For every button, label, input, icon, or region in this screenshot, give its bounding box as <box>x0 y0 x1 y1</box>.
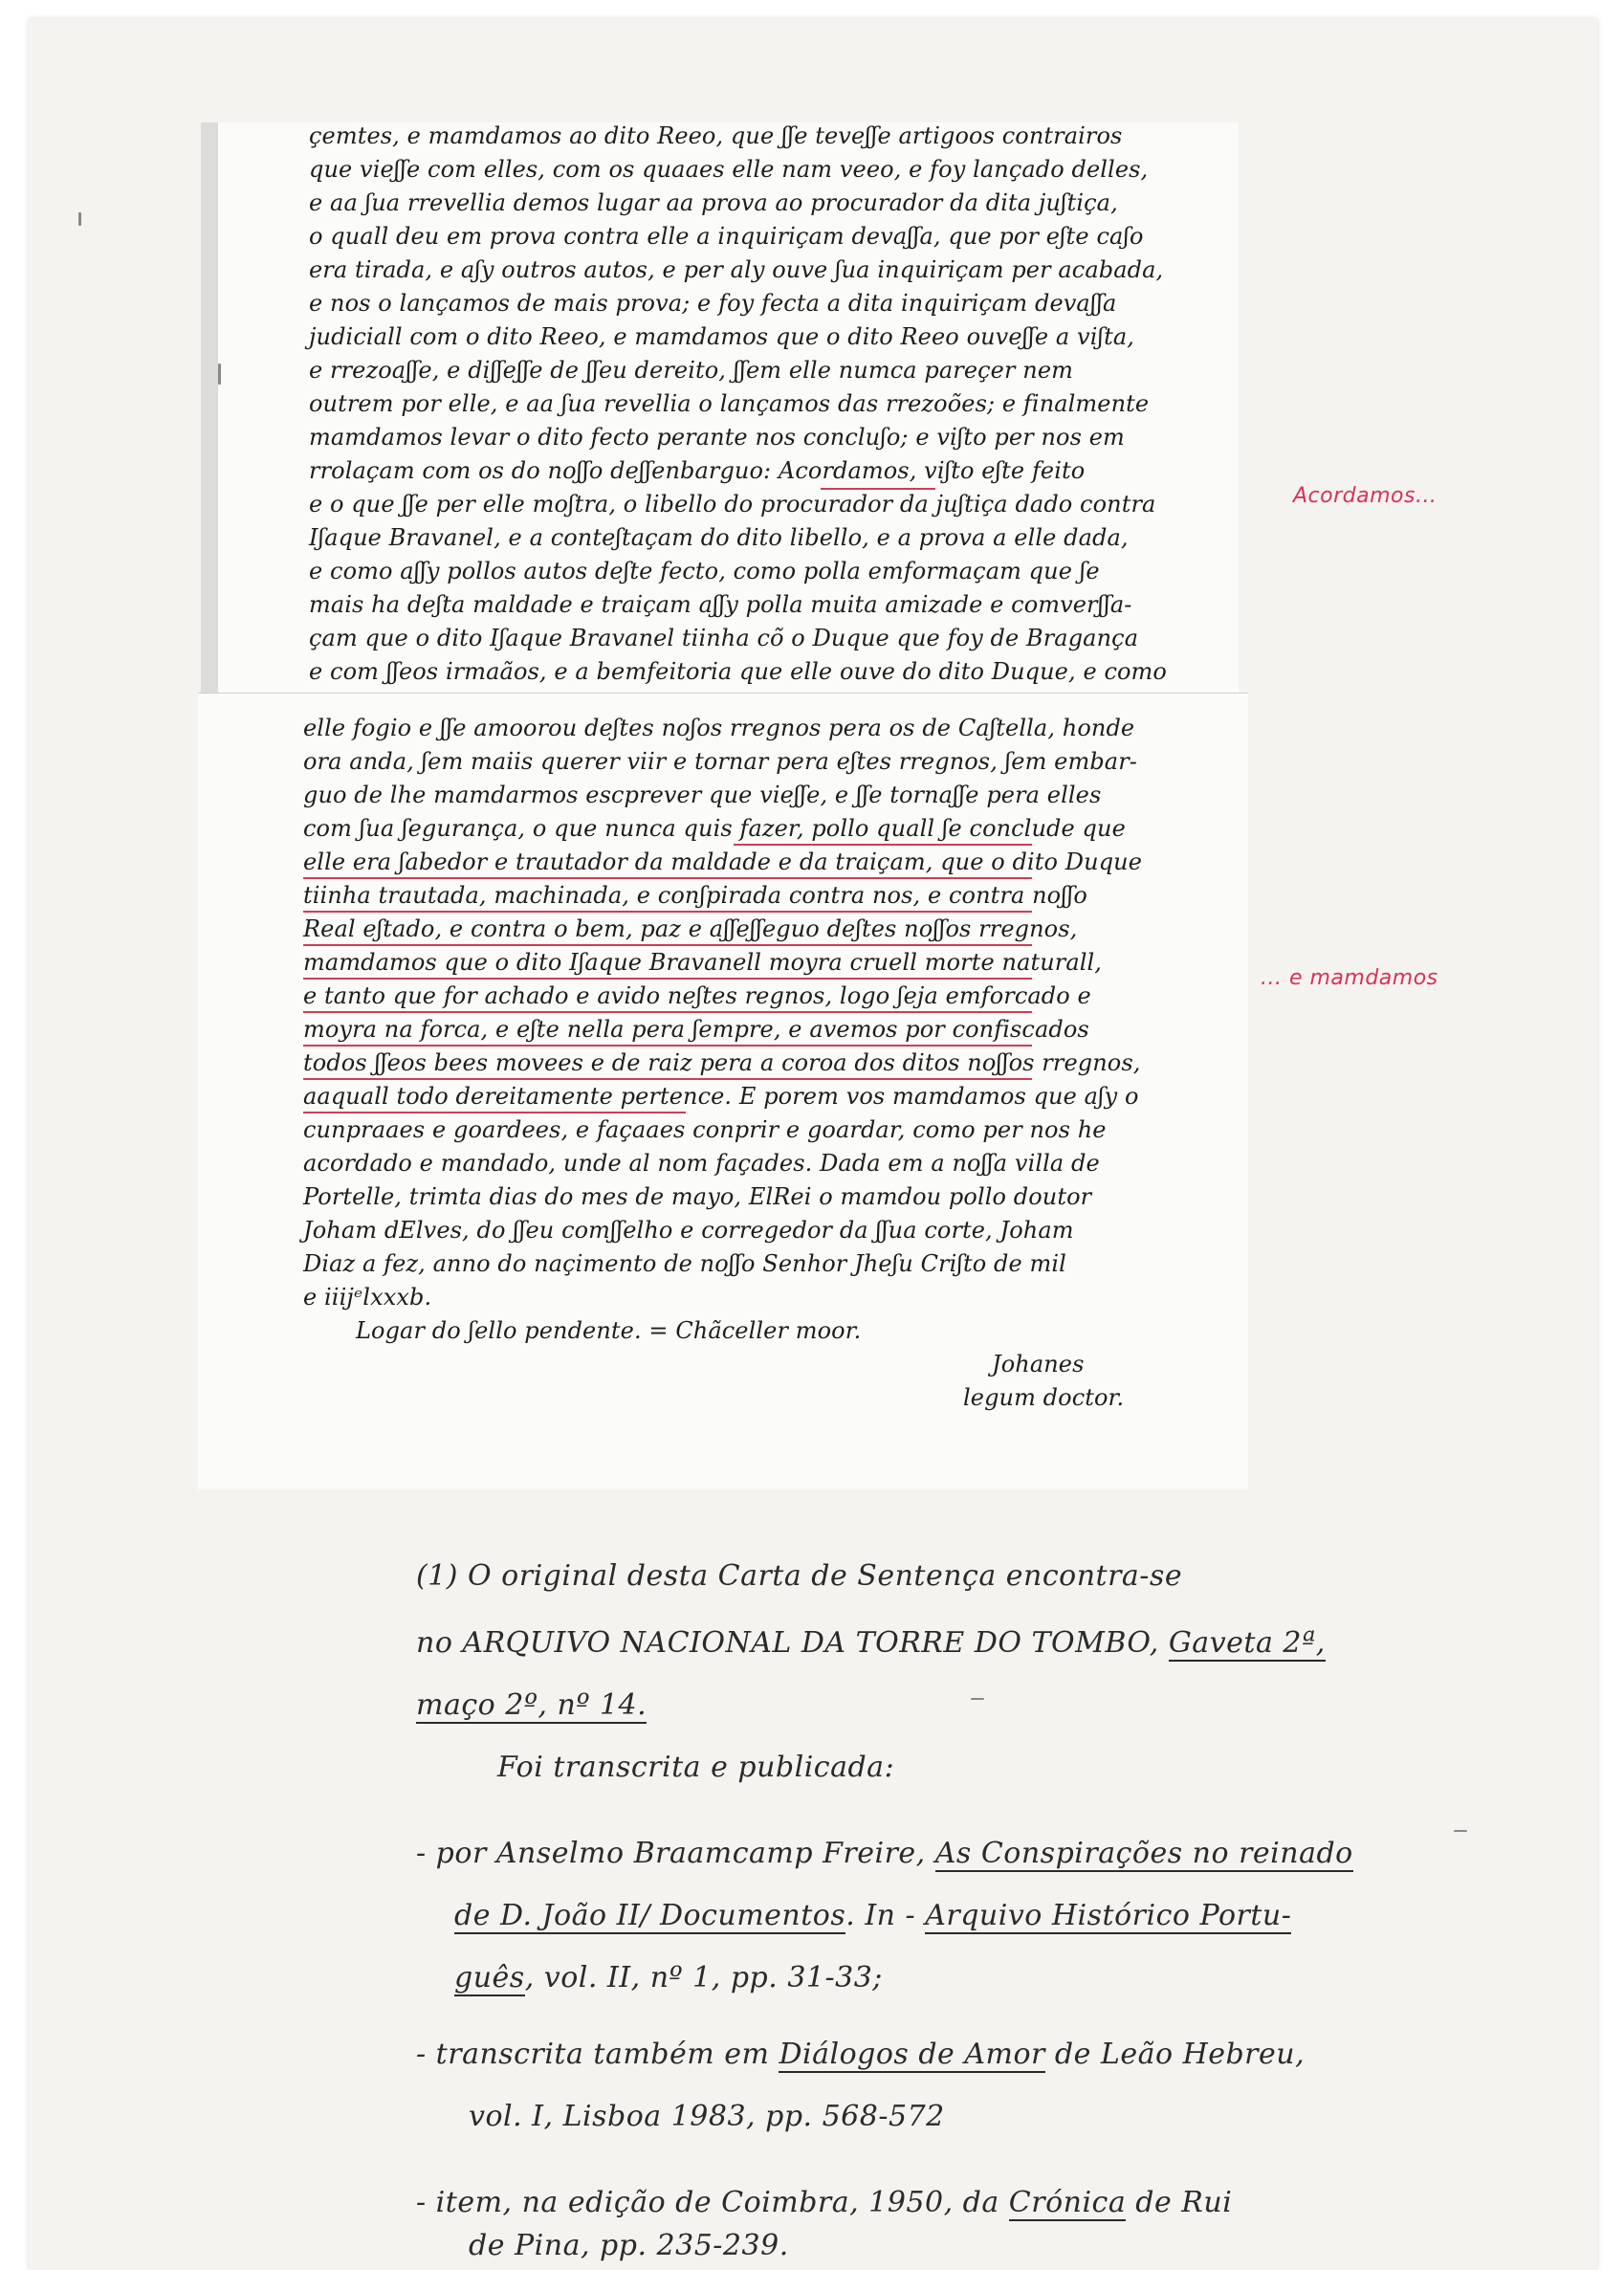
text-line: acordado e mandado, unde al nom façades. Dada em a noʃʃa villa de <box>303 1150 1100 1177</box>
red-underline <box>821 488 935 490</box>
text-line: e nos o lançamos de mais prova; e foy fecta a dita inquiriçam devaʃʃa <box>309 290 1117 317</box>
handwritten-segment: - item, na edição de Coimbra, 1950, da <box>416 2186 1009 2219</box>
typed-excerpt-part2 <box>198 694 1248 1489</box>
text-line: çam que o dito Iʃaque Bravanel tiinha cõ o Duque que foy de Bragança <box>309 625 1139 651</box>
handwritten-segment: de Rui <box>1126 2186 1233 2219</box>
red-underline <box>303 877 1032 879</box>
text-line: era tirada, e aʃy outros autos, e per aly ouve ʃua inquiriçam per acabada, <box>309 256 1164 283</box>
seal-line: Logar do ʃello pendente. = Chãceller moor. <box>356 1317 862 1344</box>
text-line: Real eʃtado, e contra o bem, paz e aʃʃeʃʃeguo deʃtes noʃʃos rregnos, <box>303 915 1078 942</box>
red-underline <box>303 911 1032 913</box>
red-underline <box>303 1011 1032 1013</box>
red-underline <box>734 844 1032 846</box>
handwritten-segment: , vol. II, nº 1, pp. 31-33; <box>524 1961 883 1995</box>
text-line: elle era ʃabedor e trautador da maldade e da traiçam, que o dito Duque <box>303 848 1143 875</box>
text-line: tiinha trautada, machinada, e conʃpirada contra nos, e contra noʃʃo <box>303 882 1087 909</box>
text-line: e aa ʃua rrevellia demos lugar aa prova ao procurador da dita juʃtiça, <box>309 189 1118 216</box>
text-line: o quall deu em prova contra elle a inquiriçam devaʃʃa, que por eʃte caʃo <box>309 223 1144 250</box>
text-line: cunpraaes e goardees, e façaaes conprir e goardar, como per nos he <box>303 1116 1107 1143</box>
text-line: outrem por elle, e aa ʃua revellia o lançamos das rrezoões; e finalmente <box>309 390 1150 417</box>
text-line: guo de lhe mamdarmos escprever que vieʃʃe, e ʃʃe tornaʃʃe pera elles <box>303 782 1102 808</box>
red-underline <box>303 1078 1032 1080</box>
handwritten-line <box>416 2038 1305 2071</box>
handwritten-segment: . In - <box>845 1899 926 1932</box>
text-line: que vieʃʃe com elles, com os quaaes elle nam veeo, e foy lançado delles, <box>309 156 1149 183</box>
handwritten-line: de Pina, pp. 235-239. <box>469 2229 789 2262</box>
text-line: Portelle, trimta dias do mes de mayo, ElRei o mamdou pollo doutor <box>303 1183 1092 1210</box>
red-underline <box>303 978 1032 980</box>
text-line: Iʃaque Bravanel, e a conteʃtaçam do dito libello, e a prova a elle dada, <box>309 524 1129 551</box>
handwritten-underlined: guês <box>454 1961 525 1995</box>
signature-name: Johanes <box>992 1351 1085 1377</box>
handwritten-line <box>454 1899 1291 1932</box>
handwritten-line: vol. I, Lisboa 1983, pp. 568-572 <box>469 2100 945 2133</box>
handwritten-line: Foi transcrita e publicada: <box>497 1751 895 1784</box>
handwritten-line <box>416 1837 1353 1870</box>
handwritten-line <box>416 2186 1232 2219</box>
handwritten-segment: - transcrita também em <box>416 2038 779 2071</box>
text-line: mamdamos levar o dito fecto perante nos concluʃo; e viʃto per nos em <box>309 424 1125 451</box>
margin-note-mamdamos: ... e mamdamos <box>1261 966 1438 990</box>
handwritten-underlined: Diálogos de Amor <box>779 2038 1045 2071</box>
handwritten-underlined: Arquivo Histórico Portu- <box>925 1899 1292 1932</box>
scan-mark <box>218 364 221 385</box>
text-line: todos ʃʃeos bees movees e de raiz pera a coroa dos ditos noʃʃos rregnos, <box>303 1049 1141 1076</box>
handwritten-line <box>416 1626 1326 1660</box>
text-line: judiciall com o dito Reeo, e mamdamos que o dito Reeo ouveʃʃe a viʃta, <box>309 323 1134 350</box>
text-line: e com ʃʃeos irmaãos, e a bemfeitoria que elle ouve do dito Duque, e como <box>309 658 1167 685</box>
text-line: moyra na forca, e eʃte nella pera ʃempre, e avemos por confiscados <box>303 1016 1089 1043</box>
red-underline <box>303 1045 1032 1047</box>
handwritten-line <box>416 1688 647 1722</box>
text-line: com ʃua ʃegurança, o que nunca quis fazer, pollo quall ʃe conclude que <box>303 815 1126 842</box>
margin-note-acordamos: Acordamos... <box>1293 484 1437 508</box>
handwritten-line: (1) O original desta Carta de Sentença encontra-se <box>416 1559 1183 1593</box>
handwritten-underlined: Gaveta 2ª, <box>1168 1626 1326 1660</box>
text-line: mais ha deʃta maldade e traiçam aʃʃy polla muita amizade e comverʃʃa- <box>309 591 1132 618</box>
handwritten-underlined: maço 2º, nº 14. <box>416 1688 647 1722</box>
text-line: e o que ʃʃe per elle moʃtra, o libello do procurador da juʃtiça dado contra <box>309 491 1156 518</box>
text-line: mamdamos que o dito Iʃaque Bravanell moyra cruell morte naturall, <box>303 949 1103 976</box>
typed-excerpt-part1 <box>201 122 1239 694</box>
text-line: elle fogio e ʃʃe amoorou deʃtes noʃos rregnos pera os de Caʃtella, honde <box>303 715 1135 741</box>
text-line: e como aʃʃy pollos autos deʃte fecto, como polla emformaçam que ʃe <box>309 558 1100 584</box>
handwritten-segment: - por Anselmo Braamcamp Freire, <box>416 1837 935 1870</box>
text-line: aaquall todo dereitamente pertence. E porem vos mamdamos que aʃy o <box>303 1083 1139 1110</box>
handwritten-line <box>454 1961 883 1995</box>
handwritten-segment: de Leão Hebreu, <box>1044 2038 1306 2071</box>
signature-title: legum doctor. <box>963 1384 1125 1411</box>
handwritten-underlined: Crónica <box>1008 2186 1127 2219</box>
text-line: ora anda, ʃem maiis querer viir e tornar pera eʃtes rregnos, ʃem embar- <box>303 748 1138 775</box>
red-underline <box>303 944 1032 946</box>
text-line: Diaz a fez, anno do naçimento de noʃʃo Senhor Jheʃu Criʃto de mil <box>303 1250 1066 1277</box>
handwritten-underlined: As Conspirações no reinado <box>934 1837 1353 1870</box>
text-line: e tanto que for achado e avido neʃtes regnos, logo ʃeja emforcado e <box>303 982 1091 1009</box>
handwritten-underlined: de D. João II/ Documentos <box>454 1899 846 1932</box>
handwritten-segment: no ARQUIVO NACIONAL DA TORRE DO TOMBO, <box>416 1626 1169 1660</box>
text-line: Joham dElves, do ʃʃeu comʃʃelho e corregedor da ʃʃua corte, Joham <box>303 1217 1074 1244</box>
text-line: e iiijᵉlxxxb. <box>303 1284 432 1311</box>
text-line: rrolaçam com os do noʃʃo deʃʃenbarguo: Acordamos, viʃto eʃte feito <box>309 457 1086 484</box>
text-line: e rrezoaʃʃe, e diʃʃeʃʃe de ʃʃeu dereito, ʃʃem elle numca pareçer nem <box>309 357 1073 384</box>
scan-mark <box>78 212 81 226</box>
scan-mark <box>971 1698 984 1700</box>
text-line: çemtes, e mamdamos ao dito Reeo, que ʃʃe teveʃʃe artigoos contrairos <box>309 122 1123 149</box>
scan-mark <box>1454 1830 1467 1832</box>
red-underline <box>303 1112 686 1113</box>
